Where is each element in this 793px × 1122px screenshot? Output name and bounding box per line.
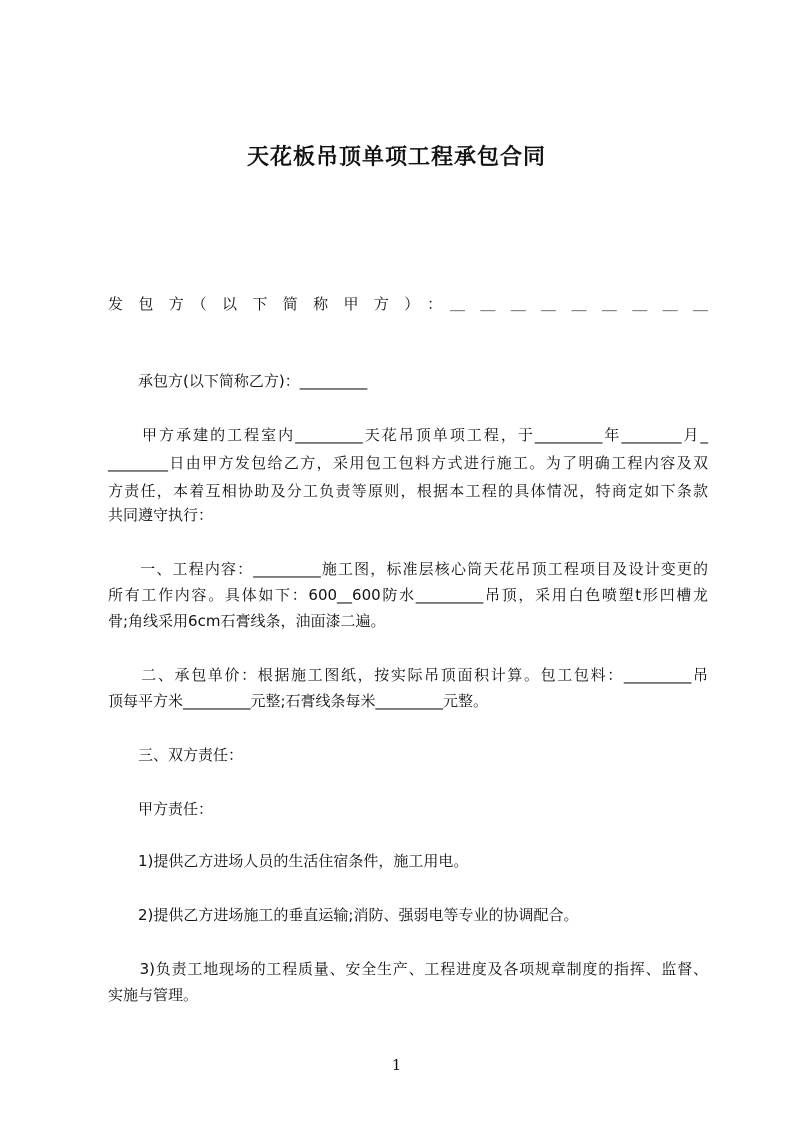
paragraph-line: 共同遵守执行： <box>108 506 214 524</box>
duty-item: 3)负责工地现场的工程质量、安全生产、工程进度及各项规章制度的指挥、监督、 <box>108 960 708 978</box>
duty-item: 实施与管理。 <box>108 986 199 1004</box>
section-one-line: 骨;角线采用6cm石膏线条，油面漆二遍。 <box>108 612 386 630</box>
duty-item: 2)提供乙方进场施工的垂直运输;消防、强弱电等专业的协调配合。 <box>108 906 579 924</box>
party-b-line: 承包方(以下简称乙方)：_________ <box>108 372 368 390</box>
section-three-heading: 三、双方责任： <box>108 746 244 764</box>
document-title: 天花板吊顶单项工程承包合同 <box>246 145 546 170</box>
paragraph-line: 甲方承建的工程室内_________天花吊顶单项工程，于_________年________月_ <box>108 426 708 444</box>
section-one-line: 所有工作内容。具体如下：600__600防水_________吊顶，采用白色喷塑t形凹槽龙 <box>108 586 708 604</box>
party-a-duties-heading: 甲方责任： <box>108 800 214 818</box>
duty-item: 1)提供乙方进场人员的生活住宿条件，施工用电。 <box>108 852 469 870</box>
paragraph-line: 方责任，本着互相协助及分工负责等原则，根据本工程的具体情况，特商定如下条款 <box>108 482 708 500</box>
section-one-line: 一、工程内容：_________施工图，标准层核心筒天花吊顶工程项目及设计变更的 <box>108 560 708 578</box>
party-a-line: 发 包 方 （ 以 下 简 称 甲 方 ） ： ＿ ＿ ＿ ＿ ＿ ＿ ＿ ＿ ＿ <box>108 295 708 313</box>
paragraph-line: ________日由甲方发包给乙方，采用包工包料方式进行施工。为了明确工程内容及双 <box>108 454 708 472</box>
section-two-line: 顶每平方米_________元整;石膏线条每米_________元整。 <box>108 692 489 710</box>
page-number: 1 <box>391 1056 402 1074</box>
section-two-line: 二、承包单价：根据施工图纸，按实际吊顶面积计算。包工包料：_________吊 <box>108 666 708 684</box>
